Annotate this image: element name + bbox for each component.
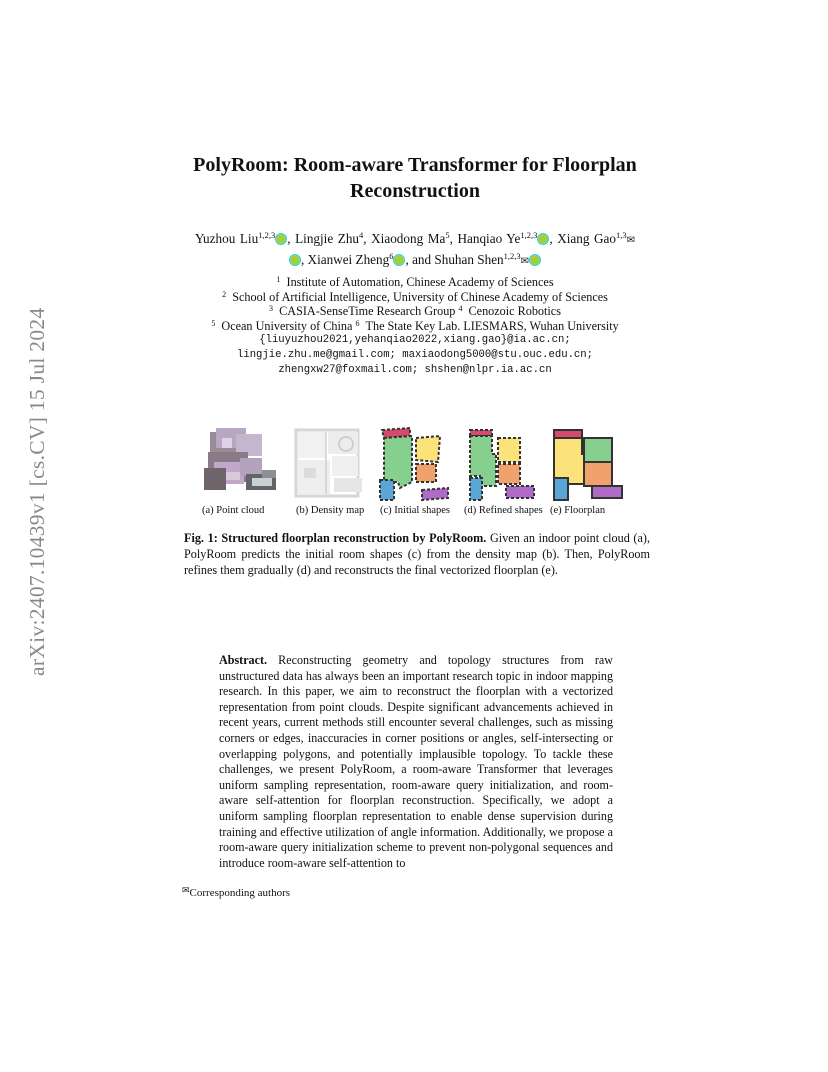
caption-label: Fig. 1: <box>184 531 218 545</box>
abstract-label: Abstract. <box>219 653 268 667</box>
point-cloud-image <box>200 424 284 506</box>
arxiv-identifier <box>25 296 50 676</box>
author-entry <box>434 252 541 267</box>
affiliations <box>150 275 680 377</box>
author-affiliation-index: 1,2,3 <box>503 251 521 261</box>
email-line-2[interactable]: lingjie.zhu.me@gmail.com; maxiaodong5000@stu.ouc.edu.cn; <box>236 348 593 361</box>
figure-caption <box>184 531 650 578</box>
envelope-icon: ✉ <box>520 256 530 267</box>
affiliation-2: $^2$ School of Artificial Intelligence, University of Chinese Academy of Sciences <box>222 289 608 304</box>
abstract-text: Reconstructing geometry and topology structures from raw unstructured data has always been an important research topic in indoor mapping research. In this paper, we aim to reconstruct the floorplan with a vectorized representation from point clouds. Despite significant advancements achieved in recent years, current methods still encounter several challenges, such as missing corners or edges, inaccuracies in corner positions or angles, self-intersecting or overlapping polygons, and potentially implausible topology. To tackle these challenges, we present PolyRoom, a room-aware Transformer that leverages uniform sampling representation, room-aware query initialization, and room-aware self-attention for floorplan reconstruction. Specifically, we adopt a uniform sampling floorplan representation to enable dense supervision during training and effective utilization of angle information. Additionally, we propose a room-aware query initialization scheme to prevent non-polygonal sequences and introduce room-aware self-attention to <box>219 653 613 870</box>
density-map-image <box>288 424 372 506</box>
abstract <box>219 653 613 871</box>
author-list: Yuzhou Liu$^{1,2,3}$ , Lingjie Zhu$^4$, Xiaodong Ma$^5$, Hanqiao Ye$^{1,2,3}$ , Xiang Gao$^{1,3}$✉, Xianwei Zheng$^6$ , and Shuhan Shen$^{1,2,3}$✉ <box>195 230 636 267</box>
paper-title: PolyRoom: Room-aware Transformer for Floorplan Reconstruction <box>193 154 637 202</box>
author-affiliation-index: 6 <box>389 251 394 261</box>
affiliation-5-6: $^5$ Ocean University of China $^6$ The State Key Lab. LIESMARS, Wuhan University <box>211 318 619 333</box>
author-name: Xiang Gao <box>557 231 617 246</box>
author-affiliation-index: 4 <box>359 230 364 240</box>
envelope-icon: ✉ <box>182 885 190 895</box>
author-name: Xianwei Zheng <box>307 252 390 267</box>
author-name: Yuzhou Liu <box>195 231 259 246</box>
arxiv-identifier-text: arXiv:2407.10439v1 [cs.CV] 15 Jul 2024 <box>25 307 49 676</box>
initial-shapes-image <box>376 424 460 506</box>
orcid-icon[interactable] <box>290 255 300 265</box>
caption-density-map: (b) Density map <box>296 505 365 516</box>
author-entry <box>195 231 287 246</box>
floorplan-image <box>548 424 632 506</box>
author-affiliation-index: 1,2,3 <box>258 230 276 240</box>
author-name: Shuhan Shen <box>434 252 504 267</box>
author-entry <box>457 231 549 246</box>
author-entry <box>371 231 449 246</box>
author-name: Xiaodong Ma <box>371 231 446 246</box>
caption-initial-shapes: (c) Initial shapes <box>380 505 450 516</box>
figure-1 <box>196 424 636 519</box>
refined-shapes-image <box>462 424 546 506</box>
author-name: Lingjie Zhu <box>295 231 360 246</box>
affiliation-3-4: $^3$ CASIA-SenseTime Research Group $^4$ Cenozoic Robotics <box>269 304 561 319</box>
email-line-1[interactable]: {liuyuzhou2021,yehanqiao2022,xiang.gao}@ia.ac.cn; <box>259 334 571 347</box>
caption-text: Given an indoor point cloud (a), PolyRoom predicts the initial room shapes (c) from the density map (b). Then, PolyRoom refines them gradually (d) and reconstructs the final vectorized floorplan (e). <box>184 531 651 577</box>
envelope-icon: ✉ <box>626 235 636 246</box>
caption-floorplan: (e) Floorplan <box>550 505 606 516</box>
author-affiliation-index: 5 <box>445 230 450 240</box>
footnote <box>182 885 290 899</box>
author-affiliation-index: 1,2,3 <box>520 230 538 240</box>
footnote-text: Corresponding authors <box>189 887 291 899</box>
caption-point-cloud: (a) Point cloud <box>202 505 265 516</box>
author-name: Hanqiao Ye <box>457 231 521 246</box>
author-entry <box>308 252 406 267</box>
caption-refined-shapes: (d) Refined shapes <box>464 505 543 516</box>
author-affiliation-index: 1,3 <box>616 230 627 240</box>
caption-bold-title: Structured floorplan reconstruction by PolyRoom. <box>221 531 487 545</box>
affiliation-1: $^1$ Institute of Automation, Chinese Academy of Sciences <box>276 275 554 289</box>
orcid-icon[interactable] <box>394 255 404 265</box>
orcid-icon[interactable] <box>530 255 540 265</box>
email-line-3[interactable]: zhengxw27@foxmail.com; shshen@nlpr.ia.ac.cn <box>278 363 552 376</box>
orcid-icon[interactable] <box>276 234 286 244</box>
author-entry <box>295 231 363 246</box>
orcid-icon[interactable] <box>538 234 548 244</box>
